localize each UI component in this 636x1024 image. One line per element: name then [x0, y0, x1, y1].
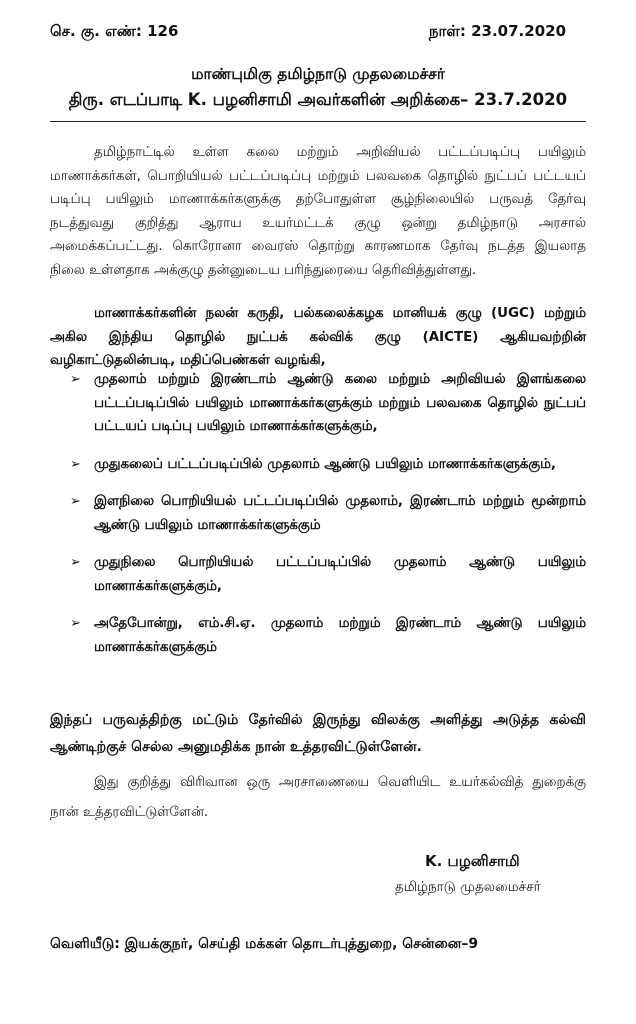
paragraph-3: இந்தப் பருவத்திற்கு மட்டும் தேர்வில் இருந்து விலக்கு அளித்து அடுத்த கல்வி ஆண்டிற்குச் செல்ல அனுமதிக்க நான் உத்தரவிட்டுள்ளேன்.: [50, 712, 586, 755]
paragraph-1: தமிழ்நாட்டில் உள்ள கலை மற்றும் அறிவியல் பட்டப்படிப்பு பயிலும் மாணாக்கர்கள், பொறியியல் பட்டப்படிப்பு மற்றும் பலவகை தொழில் நுட்பப் பட்டயப் படிப்பு பயிலும் மாணாக்கர்களுக்கு தற்போதுள்ள சூழ்நிலையில் பருவத் தேர்வு நடத்துவது குறித்து ஆராய உயர்மட்டக் குழு ஒன்று தமிழ்நாடு அரசால் அமைக்கப்பட்டது. கொரோனா வைரஸ் தொற்று காரணமாக தேர்வு நடத்த இயலாத நிலை உள்ளதாக அக்குழு தன்னுடைய பரிந்துரையை தெரிவித்துள்ளது.: [50, 145, 586, 278]
reference-number: செ. கு. எண்: 126: [50, 22, 179, 40]
signatory-name: K. பழனிசாமி: [425, 852, 520, 870]
signatory-designation: தமிழ்நாடு முதலமைச்சர்: [395, 879, 541, 895]
list-item-text: முதுகலைப் பட்டப்படிப்பில் முதலாம் ஆண்டு பயிலும் மாணாக்கர்களுக்கும்,: [94, 456, 556, 472]
title-line-1: மாண்புமிகு தமிழ்நாடு முதலமைச்சர்: [191, 65, 445, 83]
list-item-text: முதலாம் மற்றும் இரண்டாம் ஆண்டு கலை மற்றும் அறிவியல் இளங்கலை பட்டப்படிப்பில் பயிலும் மாணாக்கர்களுக்கும் மற்றும் பலவகை தொழில் நுட்பப் பட்டயப் படிப்பு பயிலும் மாணாக்கர்களுக்கும்,: [94, 372, 586, 434]
list-item: [70, 368, 586, 439]
release-footer: வெளியீடு: இயக்குநர், செய்தி மக்கள் தொடர்புத்துறை, சென்னை–9: [50, 936, 479, 952]
paragraph-2: மாணாக்கர்களின் நலன் கருதி, பல்கலைக்கழக மானியக் குழு (UGC) மற்றும் அகில இந்திய தொழில் நுட்பக் கல்விக் குழு (AICTE) ஆகியவற்றின் வழிகாட்டுதலின்படி, மதிப்பெண்கள் வழங்கி,: [50, 306, 586, 368]
title-divider: [50, 121, 586, 122]
list-item: [70, 612, 586, 659]
list-item-text: முதுநிலை பொறியியல் பட்டப்படிப்பில் முதலாம் ஆண்டு பயிலும் மாணாக்கர்களுக்கும்,: [94, 555, 586, 594]
list-item: [70, 453, 586, 477]
list-item-text: இளநிலை பொறியியல் பட்டப்படிப்பில் முதலாம், இரண்டாம் மற்றும் மூன்றாம் ஆண்டு பயிலும் மாணாக்கர்களுக்கும்: [94, 494, 586, 533]
list-item: [70, 551, 586, 598]
arrow-bullet-icon: ➢: [70, 494, 81, 509]
paragraph-4: இது குறித்து விரிவான ஒரு அரசாணையை வெளியிட உயர்கல்வித் துறைக்கு நான் உத்தரவிட்டுள்ளேன்.: [50, 775, 586, 820]
list-item-text: அதேபோன்று, எம்.சி.ஏ. முதலாம் மற்றும் இரண்டாம் ஆண்டு பயிலும் மாணாக்கர்களுக்கும்: [94, 616, 586, 655]
title-line-2: திரு. எடப்பாடி K. பழனிசாமி அவர்களின் அறிக்கை– 23.7.2020: [68, 90, 568, 109]
arrow-bullet-icon: ➢: [70, 616, 81, 631]
arrow-bullet-icon: ➢: [70, 456, 81, 472]
release-date: நாள்: 23.07.2020: [428, 22, 566, 40]
arrow-bullet-icon: ➢: [70, 555, 81, 570]
eligible-students-list: [70, 368, 586, 659]
arrow-bullet-icon: ➢: [70, 372, 81, 387]
list-item: [70, 490, 586, 537]
